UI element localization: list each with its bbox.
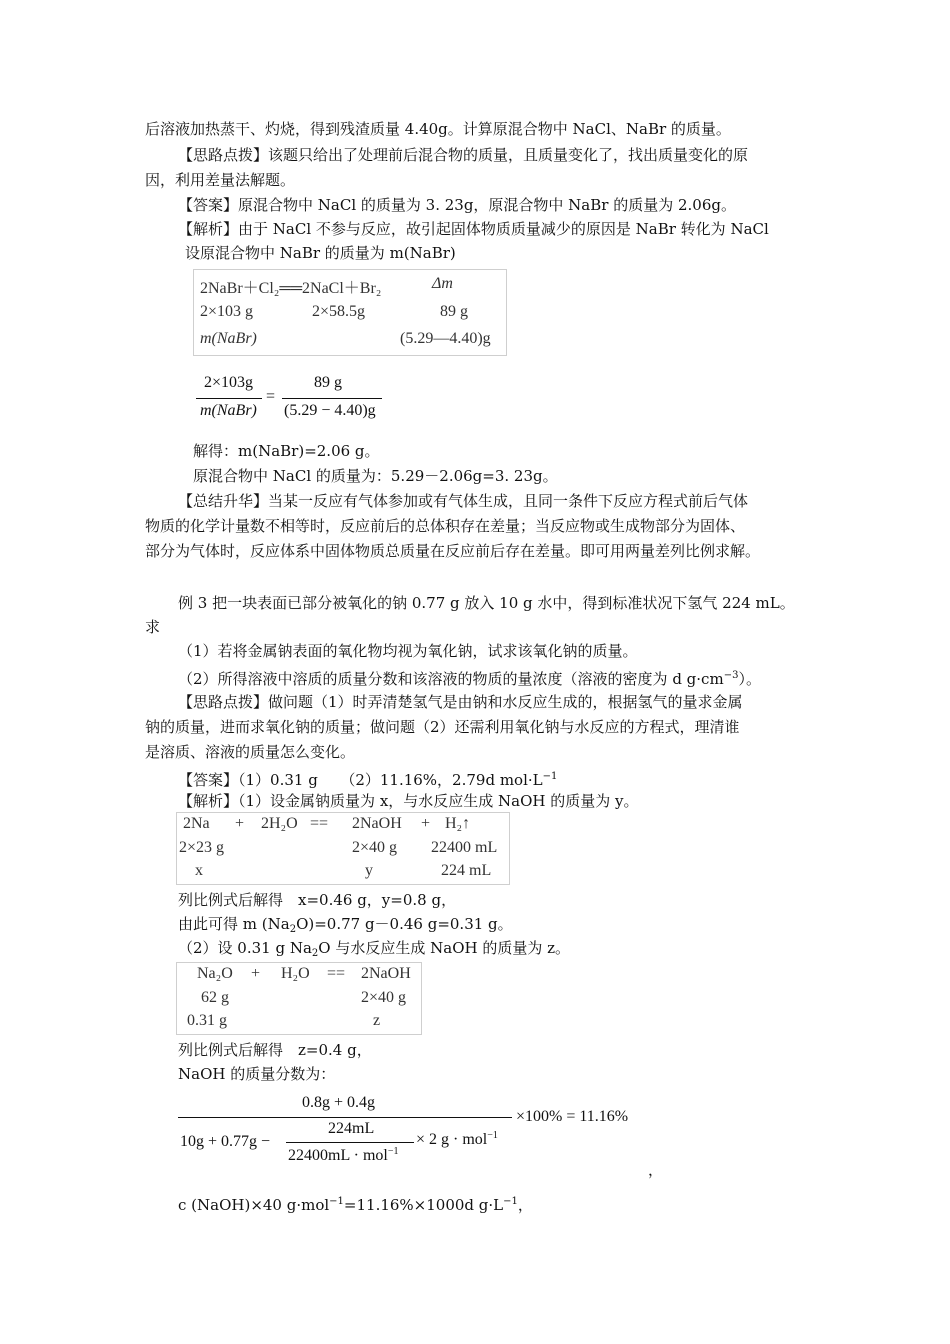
denominator-suffix — [416, 1130, 498, 1149]
fraction-bar — [196, 398, 262, 399]
superscript: −3 — [723, 670, 739, 681]
text-line: 是溶质、溶液的质量怎么变化。 — [145, 743, 356, 761]
table-cell: 0.31 g — [187, 1012, 227, 1029]
fraction-bar — [282, 398, 382, 399]
reaction-equation: 2NaBr＋Cl₂══2NaCl＋Br₂ — [200, 280, 382, 297]
fraction-numerator: 0.8g + 0.4g — [302, 1094, 376, 1111]
superscript: −1 — [329, 1196, 344, 1207]
table-cell: 2×40 g — [361, 989, 407, 1006]
text-line: 原混合物中 NaCl 的质量为：5.29－2.06g=3. 23g。 — [193, 467, 558, 485]
table-cell: + — [251, 965, 261, 982]
table-cell: 2NaOH — [352, 815, 402, 832]
text-line — [178, 938, 570, 964]
table-cell: H₂↑ — [445, 815, 471, 832]
text-segment: （2）所得溶液中溶质的质量分数和该溶液的物质的量浓度（溶液的密度为 d g·cm — [178, 670, 724, 688]
text-line: 部分为气体时，反应体系中固体物质总质量在反应前后存在差量。即可用两量差列比例求解。 — [145, 542, 761, 560]
text-segment: ， — [517, 1196, 533, 1214]
mass-fraction-equation — [178, 1092, 668, 1172]
text-segment: × 2 g · mol — [416, 1131, 488, 1148]
fraction-denominator: (5.29 − 4.40)g — [284, 402, 376, 419]
table-cell: Na₂O — [197, 965, 233, 982]
text-segment: 由此可得 m (Na — [178, 915, 290, 933]
table-cell: + — [235, 815, 245, 832]
fraction-numerator: 2×103g — [204, 374, 254, 391]
ratio-equation-nabr — [196, 372, 396, 428]
text-line: 求 — [145, 618, 161, 636]
text-line: ， — [648, 1161, 664, 1179]
table-cell: + — [421, 815, 431, 832]
text-line: 【解析】由于 NaCl 不参与反应，故引起固体物质质量减少的原因是 NaBr 转化为 NaCl — [178, 220, 769, 238]
table-cell: == — [310, 815, 329, 832]
subscript: 2 — [289, 924, 297, 935]
text-line: （1）若将金属钠表面的氧化物均视为氧化钠，试求该氧化钠的质量。 — [178, 642, 638, 660]
table-cell: y — [365, 862, 373, 879]
superscript: −1 — [542, 771, 558, 782]
percent-result: ×100% = 11.16% — [516, 1108, 629, 1125]
text-line: 钠的质量，进而求氧化钠的质量；做问题（2）还需利用氧化钠与水反应的方程式，理清谁 — [145, 718, 740, 736]
table-cell: 2×103 g — [200, 303, 254, 320]
text-line: 【思路点拨】做问题（1）时弄清楚氢气是由钠和水反应生成的，根据氢气的量求金属 — [178, 693, 743, 711]
table-cell: 2H₂O — [261, 815, 298, 832]
text-segment: 【答案】（1）0.31 g （2）11.16%，2.79d mol·L — [178, 771, 543, 789]
text-line: 物质的化学计量数不相等时，反应前后的总体积存在差量；当反应物或生成物部分为固体、 — [145, 517, 746, 535]
reaction-table-nabr — [193, 269, 507, 356]
fraction-denominator: m(NaBr) — [200, 402, 257, 419]
text-line: 【解析】（1）设金属钠质量为 x，与水反应生成 NaOH 的质量为 y。 — [178, 792, 639, 810]
text-line: 【思路点拨】该题只给出了处理前后混合物的质量，且质量变化了，找出质量变化的原 — [178, 146, 749, 164]
table-cell: z — [373, 1012, 381, 1029]
text-line — [178, 914, 513, 940]
table-cell: m(NaBr) — [200, 330, 257, 347]
table-cell: 2Na — [183, 815, 210, 832]
superscript: −1 — [487, 1130, 498, 1141]
table-cell: 2×23 g — [179, 839, 225, 856]
text-segment: 22400mL · mol — [288, 1147, 388, 1164]
inner-numerator: 224mL — [328, 1120, 375, 1137]
text-line — [178, 666, 761, 689]
text-line: 【答案】原混合物中 NaCl 的质量为 3. 23g，原混合物中 NaBr 的质量为 2.06g。 — [178, 196, 736, 214]
table-cell: == — [327, 965, 346, 982]
text-line: 【总结升华】当某一反应有气体参加或有气体生成，且同一条件下反应方程式前后气体 — [178, 492, 749, 510]
text-line: NaOH 的质量分数为： — [178, 1065, 336, 1083]
table-cell: (5.29—4.40)g — [400, 330, 491, 347]
text-segment: O 与水反应生成 NaOH 的质量为 z。 — [318, 939, 571, 957]
text-line — [178, 767, 557, 790]
table-cell: 2×40 g — [352, 839, 398, 856]
text-line: 设原混合物中 NaBr 的质量为 m(NaBr) — [185, 244, 456, 262]
reaction-table-na — [176, 812, 510, 885]
inner-denominator — [288, 1146, 398, 1165]
text-line: 解得：m(NaBr)=2.06 g。 — [193, 442, 380, 460]
denominator-prefix: 10g + 0.77g − — [180, 1133, 271, 1150]
text-line: 列比例式后解得 x=0.46 g，y=0.8 g， — [178, 891, 457, 909]
fraction-bar — [178, 1117, 512, 1118]
fraction-numerator: 89 g — [314, 374, 342, 391]
table-cell: 2×58.5g — [312, 303, 366, 320]
text-line: 后溶液加热蒸干、灼烧，得到残渣质量 4.40g。计算原混合物中 NaCl、NaBr 的质量。 — [145, 120, 731, 138]
table-cell: 89 g — [440, 303, 468, 320]
table-cell: 2NaOH — [361, 965, 411, 982]
text-line — [178, 1192, 533, 1215]
table-cell: H₂O — [281, 965, 310, 982]
superscript: −1 — [503, 1196, 518, 1207]
text-line: 因，利用差量法解题。 — [145, 171, 296, 189]
equals-sign: = — [266, 388, 276, 405]
superscript: −1 — [387, 1146, 399, 1157]
subscript: 2 — [311, 948, 319, 959]
text-segment: c (NaOH)×40 g·mol — [178, 1196, 330, 1214]
text-line: 例 3 把一块表面已部分被氧化的钠 0.77 g 放入 10 g 水中，得到标准状况下氢气 224 mL。 — [178, 594, 795, 612]
table-cell: 224 mL — [441, 862, 492, 879]
text-line: 列比例式后解得 z=0.4 g， — [178, 1041, 372, 1059]
table-cell: 62 g — [201, 989, 229, 1006]
reaction-table-na2o — [176, 962, 422, 1035]
table-cell: x — [195, 862, 203, 879]
delta-m-label: Δm — [432, 275, 453, 292]
table-cell: 22400 mL — [431, 839, 498, 856]
text-segment: O)=0.77 g－0.46 g=0.31 g。 — [296, 915, 513, 933]
text-segment: =11.16%×1000d g·L — [343, 1196, 504, 1214]
text-segment: ）。 — [738, 670, 761, 688]
inner-fraction-bar — [286, 1142, 414, 1143]
text-segment: （2）设 0.31 g Na — [178, 939, 312, 957]
